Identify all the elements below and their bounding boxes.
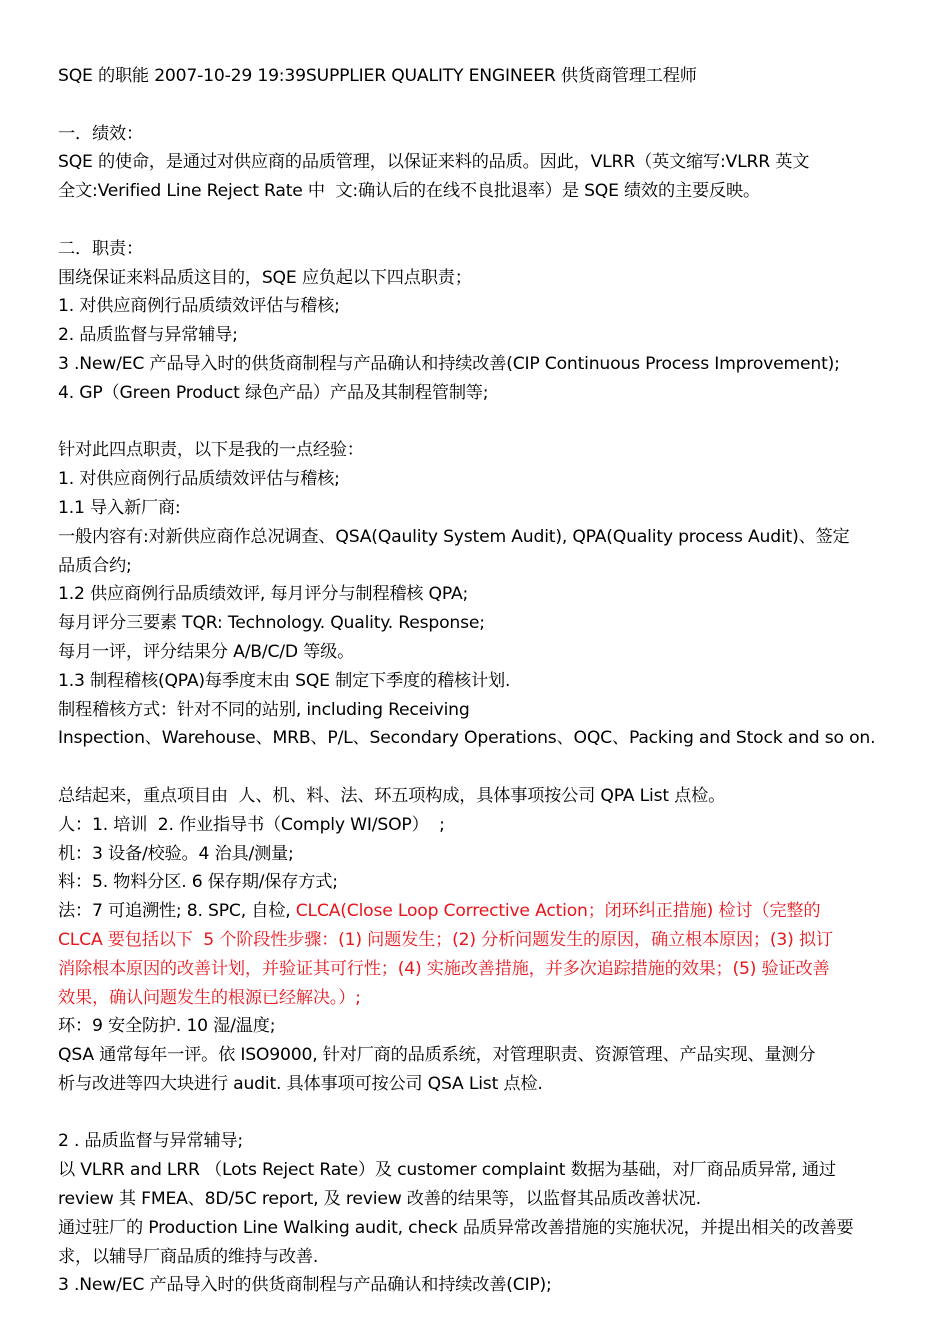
text-line <box>58 1271 928 1300</box>
text-line <box>58 120 928 149</box>
line-text: 通过驻厂的 Production Line Walking audit, check 品质异常改善措施的实施状况，并提出相关的改善要 <box>58 1217 854 1238</box>
text-line <box>58 379 928 408</box>
line-text: 2 . 品质监督与异常辅导; <box>58 1131 244 1152</box>
text-line <box>58 1156 928 1185</box>
line-text: 求，以辅导厂商品质的维持与改善. <box>58 1246 319 1267</box>
line-text: 全文:Verified Line Reject Rate 中 文:确认后的在线不良批退率）是 SQE 绩效的主要反映。 <box>58 181 760 202</box>
line-text: 围绕保证来料品质这目的，SQE 应负起以下四点职责； <box>58 267 472 288</box>
text-line <box>58 523 928 552</box>
text-line <box>58 868 928 897</box>
line-text: 法：7 可追溯性; 8. SPC, 自检, <box>58 901 296 922</box>
blank-line <box>58 91 928 120</box>
line-text: 3 .New/EC 产品导入时的供货商制程与产品确认和持续改善(CIP); <box>58 1275 552 1296</box>
text-line <box>58 1041 928 1070</box>
text-line <box>58 552 928 581</box>
text-line <box>58 264 928 293</box>
line-text: 料：5. 物料分区. 6 保存期/保存方式; <box>58 872 338 893</box>
line-text: 以 VLRR and LRR （Lots Reject Rate）及 customer complaint 数据为基础，对厂商品质异常, 通过 <box>58 1160 836 1181</box>
text-line <box>58 667 928 696</box>
line-text: QSA 通常每年一评。依 ISO9000, 针对厂商的品质系统，对管理职责、资源管理、产品实现、量测分 <box>58 1045 816 1066</box>
text-line <box>58 1243 928 1272</box>
text-line <box>58 1127 928 1156</box>
text-line <box>58 494 928 523</box>
line-text: 3 .New/EC 产品导入时的供货商制程与产品确认和持续改善(CIP Continuous Process Improvement); <box>58 353 840 374</box>
line-text: 1. 对供应商例行品质绩效评估与稽核; <box>58 469 340 490</box>
text-line <box>58 897 928 926</box>
text-line <box>58 638 928 667</box>
line-text: 制程稽核方式：针对不同的站别, including Receiving <box>58 699 470 720</box>
text-line <box>58 724 928 753</box>
text-line <box>58 955 928 984</box>
text-line <box>58 235 928 264</box>
text-line <box>58 926 928 955</box>
line-text: 针对此四点职责，以下是我的一点经验： <box>58 440 364 461</box>
text-line <box>58 984 928 1013</box>
line-text: 1.2 供应商例行品质绩效评, 每月评分与制程稽核 QPA; <box>58 584 469 605</box>
text-line <box>58 782 928 811</box>
text-line <box>58 609 928 638</box>
text-line <box>58 321 928 350</box>
highlighted-text: CLCA(Close Loop Corrective Action；闭环纠正措施) 检讨（完整的 <box>295 901 821 922</box>
text-line <box>58 1214 928 1243</box>
blank-line <box>58 408 928 437</box>
text-line <box>58 840 928 869</box>
text-line <box>58 811 928 840</box>
blank-line <box>58 1099 928 1128</box>
highlighted-text: 效果，确认问题发生的根源已经解决。）; <box>58 987 361 1008</box>
text-line <box>58 148 928 177</box>
document-body <box>58 62 928 1300</box>
text-line <box>58 350 928 379</box>
line-text: SQE 的使命，是通过对供应商的品质管理，以保证来料的品质。因此，VLRR（英文缩写:VLRR 英文 <box>58 152 810 173</box>
blank-line <box>58 206 928 235</box>
text-line <box>58 177 928 206</box>
line-text: 总结起来，重点项目由 人、机、料、法、环五项构成，具体事项按公司 QPA List 点检。 <box>58 785 726 806</box>
line-text: SQE 的职能 2007-10-29 19:39SUPPLIER QUALITY ENGINEER 供货商管理工程师 <box>58 66 697 86</box>
line-text: 1. 对供应商例行品质绩效评估与稽核; <box>58 296 340 317</box>
line-text: 每月评分三要素 TQR: Technology. Quality. Response; <box>58 613 485 634</box>
blank-line <box>58 753 928 782</box>
line-text: 人：1. 培训 2. 作业指导书（Comply WI/SOP） ; <box>58 814 445 835</box>
line-text: 一．绩效： <box>58 123 143 144</box>
line-text: 每月一评，评分结果分 A/B/C/D 等级。 <box>58 641 355 662</box>
line-text: Inspection、Warehouse、MRB、P/L、Secondary Operations、OQC、Packing and Stock and so on. <box>58 728 876 749</box>
line-text: 4. GP（Green Product 绿色产品）产品及其制程管制等; <box>58 382 489 403</box>
line-text: 2. 品质监督与异常辅导; <box>58 325 238 346</box>
text-line <box>58 436 928 465</box>
text-line <box>58 1070 928 1099</box>
text-line <box>58 465 928 494</box>
text-line <box>58 580 928 609</box>
line-text: 环：9 安全防护. 10 湿/温度; <box>58 1016 276 1037</box>
line-text: 二．职责： <box>58 238 143 259</box>
line-text: 品质合约; <box>58 555 132 576</box>
line-text: 1.3 制程稽核(QPA)每季度末由 SQE 制定下季度的稽核计划. <box>58 670 511 691</box>
text-line <box>58 292 928 321</box>
text-line <box>58 62 928 91</box>
highlighted-text: 消除根本原因的改善计划，并验证其可行性；(4) 实施改善措施，并多次追踪措施的效果；(5) 验证改善 <box>58 958 830 979</box>
line-text: review 其 FMEA、8D/5C report, 及 review 改善的结果等，以监督其品质改善状况. <box>58 1189 701 1210</box>
highlighted-text: CLCA 要包括以下 5 个阶段性步骤：(1) 问题发生；(2) 分析问题发生的原因，确立根本原因；(3) 拟订 <box>58 929 833 950</box>
line-text: 析与改进等四大块进行 audit. 具体事项可按公司 QSA List 点检. <box>58 1073 543 1094</box>
line-text: 1.1 导入新厂商: <box>58 497 181 518</box>
line-text: 一般内容有:对新供应商作总况调查、QSA(Qaulity System Audit), QPA(Quality process Audit)、签定 <box>58 526 850 547</box>
text-line <box>58 1012 928 1041</box>
text-line <box>58 696 928 725</box>
line-text: 机：3 设备/校验。4 治具/测量; <box>58 843 294 864</box>
text-line <box>58 1185 928 1214</box>
